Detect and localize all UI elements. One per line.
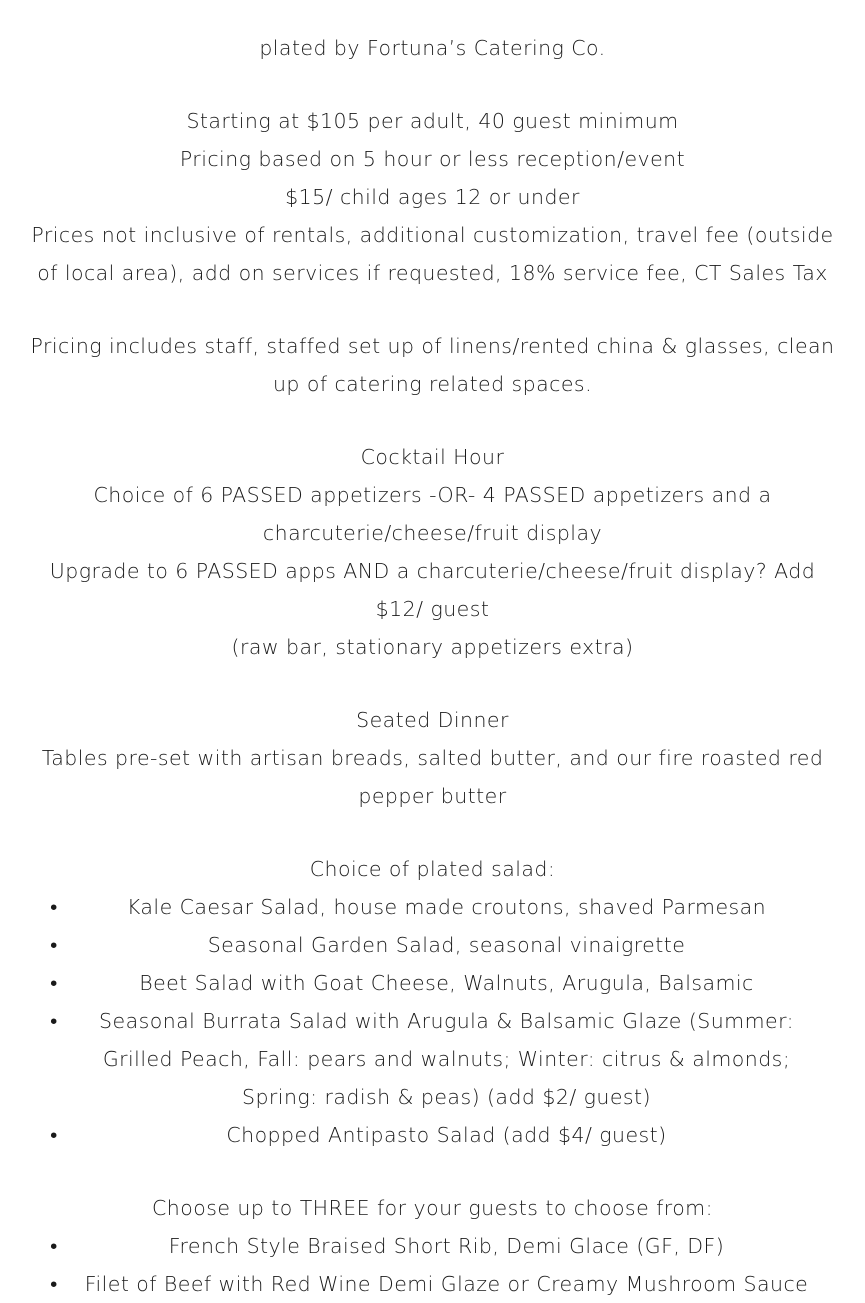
- list-item: [0, 1265, 865, 1303]
- salad-heading-block: [0, 850, 865, 888]
- intro-block: [0, 29, 865, 67]
- bullet: •: [50, 971, 58, 995]
- pricing-block: [0, 102, 865, 292]
- cocktail-block: [0, 438, 865, 666]
- bullet: •: [50, 1272, 58, 1296]
- cocktail-line: Choice of 6 PASSED appetizers -OR- 4 PASSED appetizers and a: [93, 483, 772, 507]
- entree-heading-block: [0, 1189, 865, 1227]
- bullet: •: [50, 933, 58, 957]
- list-item: [0, 1227, 865, 1265]
- salad-item-line: Seasonal Garden Salad, seasonal vinaigrette: [207, 933, 686, 957]
- bullet: •: [50, 1009, 58, 1033]
- salad-item-line: Grilled Peach, Fall: pears and walnuts; Winter: citrus & almonds;: [102, 1047, 791, 1071]
- intro-line: plated by Fortuna’s Catering Co.: [259, 36, 606, 60]
- bullet: •: [50, 1123, 58, 1147]
- entree-list: [0, 1227, 865, 1303]
- list-item: [0, 1002, 865, 1116]
- dinner-line: Tables pre-set with artisan breads, salted butter, and our fire roasted red: [41, 746, 824, 770]
- pricing-line: $15/ child ages 12 or under: [285, 185, 580, 209]
- list-item: [0, 926, 865, 964]
- salad-item-line: Chopped Antipasto Salad (add $4/ guest): [226, 1123, 667, 1147]
- salad-list: [0, 888, 865, 1154]
- list-item: [0, 1116, 865, 1154]
- list-item: [0, 888, 865, 926]
- cocktail-heading: Cocktail Hour: [360, 445, 505, 469]
- pricing-line: Pricing based on 5 hour or less reception/event: [179, 147, 686, 171]
- cocktail-line: $12/ guest: [375, 597, 490, 621]
- entree-item-line: French Style Braised Short Rib, Demi Glace (GF, DF): [168, 1234, 725, 1258]
- pricing-line: of local area), add on services if requested, 18% service fee, CT Sales Tax: [37, 261, 828, 285]
- list-item: [0, 964, 865, 1002]
- bullet: •: [50, 895, 58, 919]
- entree-heading: Choose up to THREE for your guests to choose from:: [152, 1196, 713, 1220]
- salad-heading: Choice of plated salad:: [309, 857, 556, 881]
- pricing-line: Starting at $105 per adult, 40 guest minimum: [186, 109, 679, 133]
- cocktail-line: charcuterie/cheese/fruit display: [262, 521, 603, 545]
- salad-item-line: Spring: radish & peas) (add $2/ guest): [242, 1085, 651, 1109]
- bullet: •: [50, 1234, 58, 1258]
- salad-item-line: Seasonal Burrata Salad with Arugula & Balsamic Glaze (Summer:: [99, 1009, 794, 1033]
- pricing-line: Prices not inclusive of rentals, additional customization, travel fee (outside: [31, 223, 834, 247]
- includes-block: [0, 327, 865, 403]
- entree-item-line: Filet of Beef with Red Wine Demi Glaze or Creamy Mushroom Sauce: [84, 1272, 809, 1296]
- includes-line: Pricing includes staff, staffed set up of linens/rented china & glasses, clean: [30, 334, 835, 358]
- salad-item-line: Kale Caesar Salad, house made croutons, shaved Parmesan: [126, 895, 767, 919]
- cocktail-line: (raw bar, stationary appetizers extra): [231, 635, 634, 659]
- dinner-block: [0, 701, 865, 815]
- menu-document: [0, 29, 865, 1303]
- includes-line: up of catering related spaces.: [272, 372, 593, 396]
- cocktail-line: Upgrade to 6 PASSED apps AND a charcuterie/cheese/fruit display? Add: [49, 559, 816, 583]
- dinner-heading: Seated Dinner: [356, 708, 509, 732]
- dinner-line: pepper butter: [358, 784, 507, 808]
- salad-item-line: Beet Salad with Goat Cheese, Walnuts, Arugula, Balsamic: [139, 971, 754, 995]
